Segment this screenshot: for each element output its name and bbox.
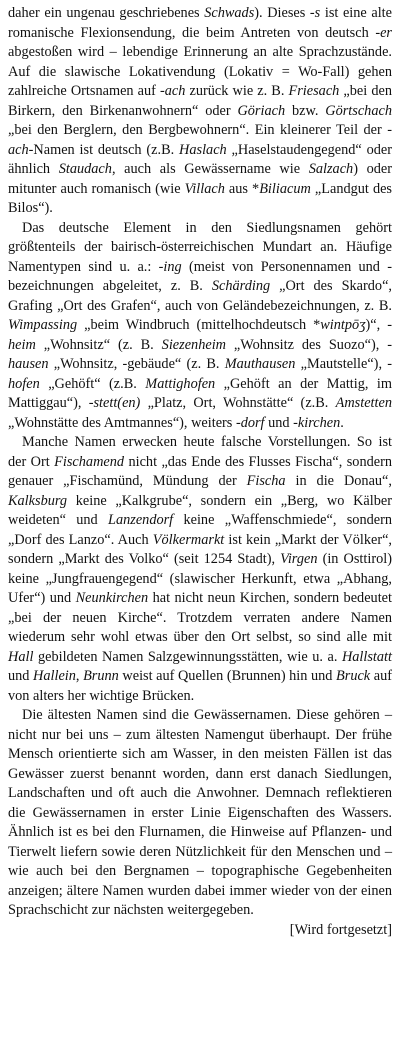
text-run: „Wohnsitz“ (z. B. (35, 336, 162, 353)
text-run: )“, (365, 317, 388, 333)
text-run: Die ältesten Namen sind die Gewässernamen. Diese gehören – nicht nur bei uns – zum ältesten Namengut überhaupt. Der frühe Mensch orientierte sich am Wasser, in den meisten Fällen ist das Gewässer zuerst benannt worden, dann erst danach Siedlungen, Landschaften und oft auch die Anwohner. Demnach reflektieren die Gewässernamen in erster Linie Eigenschaften des Wassers. Ähnlich ist es bei den Flurnamen, die Hinweise auf Pflanzen- und Tierwelt liefern sowie deren Nützlichkeit für den Menschen und – wie auch bei den Bergnamen – topographische Gegebenheiten anzeigen; ältere Namen wurden dabei immer wieder von der einen Sprachschicht zur nächsten weitergegeben. (8, 707, 392, 918)
italic-term: Görtschach (325, 102, 392, 119)
text-run: hat nicht neun Kirchen, sondern bedeutet „bei der neuen Kirche“. Trotzdem verraten andere Namen wiederum sehr wohl etwas über den Ort selbst, so sind alle mit (8, 590, 392, 645)
text-run: „Platz, Ort, Wohnstätte“ (z.B. (140, 395, 336, 411)
italic-term: Neunkirchen (75, 590, 149, 606)
italic-term: Villach (184, 180, 225, 197)
italic-term: Biliacum (259, 180, 311, 197)
italic-term: -kirchen (293, 414, 341, 431)
text-run: „bei den Berglern, den Bergbewohnern“. Ein kleinerer Teil der (8, 122, 388, 138)
continued-note: [Wird fortgesetzt] (289, 921, 392, 938)
italic-term: -s (309, 5, 321, 21)
text-run: abgestoßen wird – lebendige Erinnerung an alte Sprachzustände. Auf die slawische Lokativendung (Lokativ = Wo-Fall) gehen zahlreiche Ortsnamen auf (8, 44, 392, 99)
italic-term: Siezenheim (161, 336, 226, 353)
italic-term: Bruck (336, 668, 371, 684)
text-run: „Gehöft an der Mattig, im Mattiggau“), (8, 375, 392, 411)
italic-term: Völkermarkt (152, 531, 225, 548)
italic-term: -ach (160, 83, 186, 99)
text-run: ) oder mitunter auch romanisch (wie (8, 161, 392, 197)
italic-term: Friesach (288, 83, 340, 99)
text-run: gebildeten Namen Salzgewinnungsstätten, wie u. a. (33, 648, 342, 665)
text-run: ist kein „Markt der Völker“, sondern „Markt des Volko“ (seit 1254 Stadt), (8, 531, 392, 567)
text-run: bzw. (285, 102, 326, 119)
text-run: nicht „das Ende des Flusses Fischa“, sondern genauer „Fischamünd, Mündung der (8, 453, 392, 489)
italic-term: wintpōʒ (320, 317, 366, 333)
text-run: „Wohnsitz, -gebäude“ (z. B. (48, 356, 225, 372)
text-run: in die Donau“, (285, 473, 392, 489)
text-run: zurück wie z. B. (185, 83, 289, 99)
italic-term: Virgen (280, 551, 318, 567)
italic-term: -stett(en) (88, 395, 141, 411)
italic-term: Haslach (179, 141, 227, 158)
text-run: daher ein ungenau geschriebenes (8, 5, 205, 21)
text-run: Das deutsche Element in den Siedlungsnamen gehört größtenteils der bairisch-österreichischen Mundart an. Häufige Namentypen sind u. a.: (8, 219, 392, 275)
text-run: „Haselstaudengegend“ oder ähnlich (8, 141, 392, 177)
text-run: und (8, 668, 34, 684)
italic-term: Hall (8, 648, 34, 665)
italic-term: -hofen (8, 356, 393, 392)
text-run: . (340, 414, 344, 431)
italic-term: Schwads (204, 5, 255, 21)
italic-term: -ing (158, 258, 182, 275)
text-run: „Wohnstätte des Amtmannes“), weiters (8, 414, 236, 431)
text-run: , (75, 668, 84, 684)
italic-term: -heim (8, 317, 392, 353)
text-run: und (264, 414, 294, 431)
text-run: „Gehöft“ (z.B. (39, 375, 146, 392)
text-run: keine „Kalkgrube“, sondern ein „Berg, wo Kälber weideten“ und (8, 492, 392, 528)
text-run: (in Osttirol) keine „Jungfrauengegend“ (slawischer Herkunft, etwa „Abhang, Ufer“) und (8, 551, 392, 606)
text-run: ). Dieses (254, 5, 310, 21)
italic-term: -hausen (8, 336, 392, 372)
paragraph (8, 706, 392, 940)
italic-term: Staudach (58, 161, 112, 177)
text-run: weist auf Quellen (Brunnen) hin und (118, 668, 337, 684)
article-body (8, 4, 392, 940)
text-run: keine „Waffenschmiede“, sondern „Dorf des Lanzo“. Auch (8, 512, 393, 548)
text-run: auf von alters her wichtige Brücken. (8, 668, 392, 704)
italic-term: Hallein (33, 668, 76, 684)
italic-term: -er (375, 24, 392, 41)
italic-term: -dorf (235, 414, 265, 431)
text-run: „beim Windbruch (mittelhochdeutsch * (77, 317, 321, 333)
paragraph (8, 4, 392, 219)
text-run: , auch als Gewässername wie (111, 161, 309, 177)
italic-term: Göriach (237, 102, 286, 119)
italic-term: Brunn (83, 668, 119, 684)
text-run: „bei den Birkern, den Birkenanwohnern“ oder (8, 83, 392, 119)
italic-term: Schärding (211, 278, 271, 294)
italic-term: Fischamend (54, 453, 125, 470)
text-run: ist eine alte romanische Flexionsendung, die beim Antreten von deutsch (8, 5, 392, 41)
italic-term: Fischa (246, 473, 286, 489)
italic-term: Amstetten (335, 395, 392, 411)
italic-term: Mattighofen (145, 375, 216, 392)
italic-term: Wimpassing (8, 317, 78, 333)
paragraph (8, 433, 392, 706)
paragraph (8, 219, 392, 434)
text-run: (meist von Personennamen und -bezeichnungen abgeleitet, z. B. (8, 258, 393, 294)
italic-term: Mauthausen (224, 356, 296, 372)
italic-term: Hallstatt (341, 648, 392, 665)
text-run: „Ort des Skardo“, Grafing „Ort des Grafen“, auch von Geländebezeichnungen, z. B. (8, 278, 392, 314)
italic-term: Lanzendorf (108, 512, 174, 528)
text-run: „Landgut des Bilos“). (8, 180, 392, 216)
text-run: Manche Namen erwecken heute falsche Vorstellungen. So ist der Ort (8, 434, 392, 470)
text-run: „Mautstelle“), (295, 356, 388, 372)
italic-term: -ach (8, 122, 392, 158)
text-run: „Wohnsitz des Suozo“), (226, 336, 388, 353)
text-run: aus * (224, 180, 260, 197)
italic-term: Salzach (308, 161, 354, 177)
italic-term: Kalksburg (8, 492, 68, 509)
text-run: -Namen ist deutsch (z.B. (28, 141, 180, 158)
